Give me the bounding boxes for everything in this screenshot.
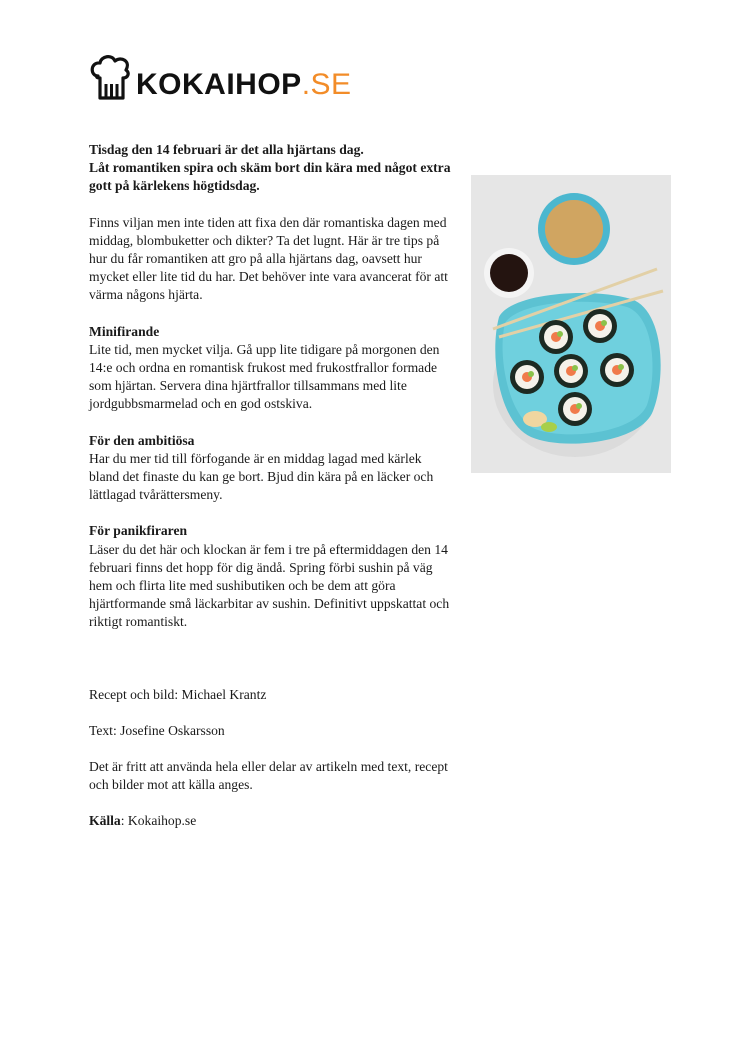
section-heading: Minifirande — [89, 323, 160, 339]
section-panikfiraren — [89, 522, 451, 631]
section-minifirande — [89, 323, 451, 414]
intro-line-2: Låt romantiken spira och skäm bort din kära med något extra gott på kärlekens högtidsdag. — [89, 160, 451, 194]
source-line — [89, 812, 451, 830]
sushi-photo — [471, 175, 671, 473]
logo-wordmark — [136, 70, 352, 100]
section-heading: För panikfiraren — [89, 523, 188, 539]
section-body: Lite tid, men mycket vilja. Gå upp lite tidigare på morgonen den 14:e och ordna en romantisk frukost med frukostfrallor formade som hjärtan. Servera dina hjärtfrallor tillsammans med lite jordgubbsmarmelad och en god ostskiva. — [89, 341, 440, 412]
article-body — [89, 141, 451, 849]
logo-name: KOKAIHOP — [136, 68, 302, 101]
paragraph-intro: Finns viljan men inte tiden att fixa den där romantiska dagen med middag, blombuketter och dikter? Ta det lugnt. Här är tre tips på hur du får romantiken att gro på alla hjärtans dag, oavsett hur mycket eller lite tid du har. Det behöver inte vara avancerat för att värma någons hjärta. — [89, 214, 448, 303]
section-heading: För den ambitiösa — [89, 432, 195, 448]
section-body: Läser du det här och klockan är fem i tre på eftermiddagen den 14 februari finns det hopp för dig ändå. Spring förbi sushin på väg hem och flirta lite med sushibutiken och be dem att göra hjärtformande små läckarbitar av sushin. Definitivt uppskattat och riktigt romantiskt. — [89, 541, 450, 630]
source-label: Källa — [89, 813, 121, 829]
spacer — [89, 650, 451, 686]
logo-tld: .SE — [301, 68, 352, 101]
brand-logo — [88, 52, 352, 102]
section-ambitiosa — [89, 432, 451, 505]
intro-lead — [89, 141, 451, 196]
usage-notice: Det är fritt att använda hela eller delar av artikeln med text, recept och bilder mot att källa anges. — [89, 759, 448, 793]
chef-hat-icon — [88, 54, 132, 102]
section-body: Har du mer tid till förfogande är en middag lagad med kärlek bland det finaste du kan ge bort. Bjud din kära på en läcker och lättlagad tvårättersmeny. — [89, 450, 434, 503]
intro-line-1: Tisdag den 14 februari är det alla hjärtans dag. — [89, 142, 364, 157]
credit-recipe: Recept och bild: Michael Krantz — [89, 686, 267, 702]
source-value: : Kokaihop.se — [120, 813, 197, 829]
credit-text: Text: Josefine Oskarsson — [89, 722, 225, 738]
